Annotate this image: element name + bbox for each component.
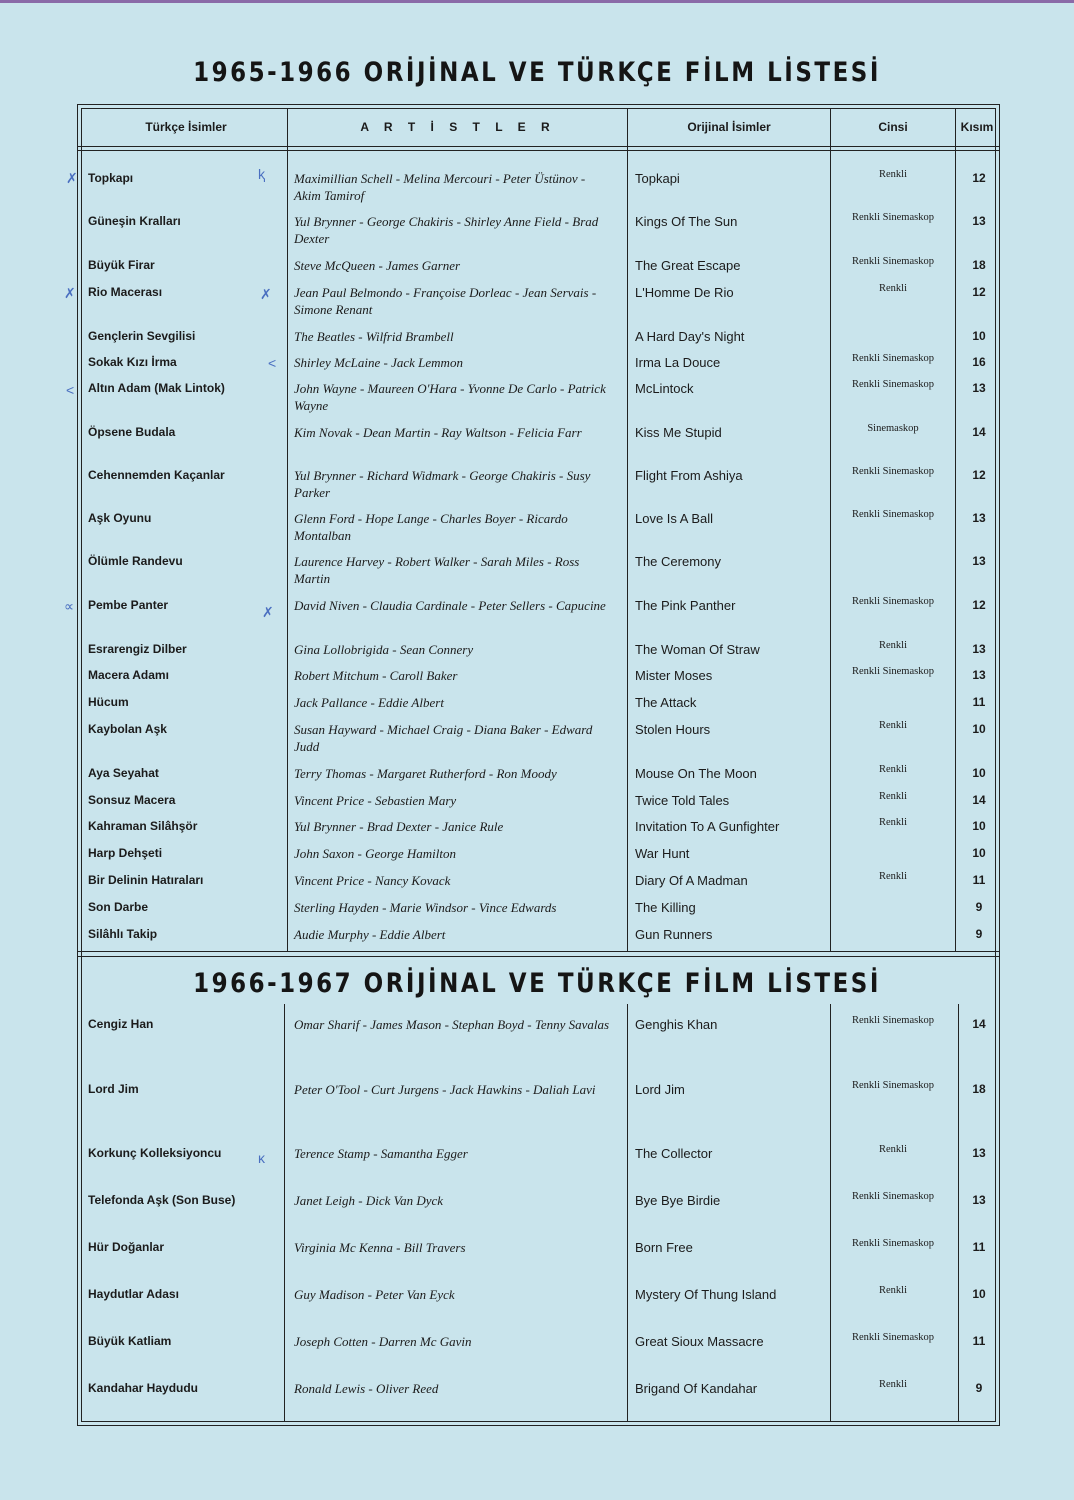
film-type: Renkli Sinemaskop — [852, 212, 934, 223]
film-type: Renkli — [879, 791, 907, 802]
handwritten-mark: ⱪ — [258, 166, 265, 182]
turkish-title: Esrarengiz Dilber — [88, 642, 187, 656]
film-type: Renkli Sinemaskop — [852, 1080, 934, 1091]
artists: Yul Brynner - Richard Widmark - George Chakiris - Susy Parker — [294, 468, 591, 500]
header-reels: Kısım — [960, 120, 994, 134]
table-row — [82, 598, 996, 638]
reel-count: 16 — [972, 355, 986, 369]
reel-count: 10 — [972, 819, 986, 833]
reel-count: 11 — [972, 695, 986, 709]
turkish-title: Sonsuz Macera — [88, 793, 176, 807]
turkish-title: Silâhlı Takip — [88, 927, 158, 941]
artists: Ronald Lewis - Oliver Reed — [294, 1381, 439, 1396]
reel-count: 12 — [972, 285, 986, 299]
table-row — [82, 1193, 996, 1233]
artists: Vincent Price - Nancy Kovack — [294, 873, 451, 888]
turkish-title: Haydutlar Adası — [88, 1287, 179, 1301]
film-type: Renkli Sinemaskop — [852, 596, 934, 607]
reel-count: 11 — [972, 1240, 986, 1254]
reel-count: 13 — [972, 668, 986, 682]
artists: Guy Madison - Peter Van Eyck — [294, 1287, 455, 1302]
reel-count: 13 — [972, 1193, 986, 1207]
table-row — [82, 171, 996, 211]
reel-count: 10 — [972, 329, 986, 343]
original-title: The Attack — [635, 695, 697, 710]
reel-count: 10 — [972, 1287, 986, 1301]
reel-count: 13 — [972, 1146, 986, 1160]
artists: Vincent Price - Sebastien Mary — [294, 793, 457, 808]
reel-count: 18 — [972, 258, 986, 272]
turkish-title: Son Darbe — [88, 900, 149, 914]
artists: Yul Brynner - Brad Dexter - Janice Rule — [294, 819, 504, 834]
original-title: The Collector — [635, 1146, 713, 1161]
film-type: Renkli — [879, 169, 907, 180]
original-title: Kiss Me Stupid — [635, 425, 722, 440]
reel-count: 14 — [972, 793, 986, 807]
reel-count: 14 — [972, 425, 986, 439]
film-type: Renkli Sinemaskop — [852, 353, 934, 364]
table-row — [82, 554, 996, 594]
original-title: Flight From Ashiya — [635, 468, 743, 483]
turkish-title: Büyük Katliam — [88, 1334, 172, 1348]
original-title: Invitation To A Gunfighter — [635, 819, 780, 834]
turkish-title: Rio Macerası — [88, 285, 163, 299]
turkish-title: Topkapı — [88, 171, 134, 185]
turkish-title: Güneşin Kralları — [88, 214, 181, 228]
film-type: Renkli — [879, 640, 907, 651]
reel-count: 9 — [975, 1381, 983, 1395]
original-title: Brigand Of Kandahar — [635, 1381, 758, 1396]
table-row — [82, 1146, 996, 1186]
original-title: L'Homme De Rio — [635, 285, 734, 300]
table-row — [82, 1287, 996, 1327]
original-title: War Hunt — [635, 846, 690, 861]
turkish-title: Öpsene Budala — [88, 425, 176, 439]
original-title: The Ceremony — [635, 554, 721, 569]
artists: Robert Mitchum - Caroll Baker — [294, 668, 458, 683]
turkish-title: Sokak Kızı İrma — [88, 355, 177, 369]
original-title: Mystery Of Thung Island — [635, 1287, 777, 1302]
table-row — [82, 511, 996, 551]
reel-count: 13 — [972, 381, 986, 395]
film-type: Renkli Sinemaskop — [852, 1015, 934, 1026]
original-title: The Great Escape — [635, 258, 741, 273]
film-type: Renkli Sinemaskop — [852, 466, 934, 477]
turkish-title: Korkunç Kolleksiyoncu — [88, 1146, 222, 1160]
original-title: Genghis Khan — [635, 1017, 718, 1032]
film-type: Renkli Sinemaskop — [852, 1191, 934, 1202]
original-title: The Pink Panther — [635, 598, 736, 613]
artists: Steve McQueen - James Garner — [294, 258, 461, 273]
film-type: Renkli — [879, 283, 907, 294]
artists: Peter O'Tool - Curt Jurgens - Jack Hawkins - Daliah Lavi — [294, 1082, 596, 1097]
artists: John Wayne - Maureen O'Hara - Yvonne De Carlo - Patrick Wayne — [294, 381, 606, 413]
handwritten-mark: ✗ — [260, 286, 272, 302]
table-row — [82, 425, 996, 465]
header-original-names: Orijinal İsimler — [687, 120, 771, 134]
film-type: Renkli Sinemaskop — [852, 509, 934, 520]
header-separator — [77, 146, 1000, 147]
header-turkish-names: Türkçe İsimler — [145, 120, 227, 134]
header-type: Cinsi — [878, 120, 908, 134]
reel-count: 13 — [972, 214, 986, 228]
artists: Glenn Ford - Hope Lange - Charles Boyer - Ricardo Montalban — [294, 511, 568, 543]
artists: The Beatles - Wilfrid Brambell — [294, 329, 454, 344]
handwritten-mark: ∝ — [64, 598, 75, 614]
original-title: Great Sioux Massacre — [635, 1334, 764, 1349]
artists: Kim Novak - Dean Martin - Ray Waltson - Felicia Farr — [294, 425, 582, 440]
turkish-title: Gençlerin Sevgilisi — [88, 329, 196, 343]
artists: Virginia Mc Kenna - Bill Travers — [294, 1240, 466, 1255]
original-title: Kings Of The Sun — [635, 214, 738, 229]
original-title: McLintock — [635, 381, 694, 396]
header-separator-double — [77, 150, 1000, 151]
reel-count: 10 — [972, 846, 986, 860]
artists: Gina Lollobrigida - Sean Connery — [294, 642, 474, 657]
turkish-title: Kandahar Haydudu — [88, 1381, 199, 1395]
table-row — [82, 1381, 996, 1421]
original-title: Love Is A Ball — [635, 511, 714, 526]
reel-count: 18 — [972, 1082, 986, 1096]
header-artists: A R T İ S T L E R — [360, 120, 556, 134]
film-type: Renkli — [879, 1379, 907, 1390]
reel-count: 13 — [972, 511, 986, 525]
handwritten-mark: < — [268, 355, 277, 371]
reel-count: 14 — [972, 1017, 986, 1031]
film-type: Renkli — [879, 764, 907, 775]
film-type: Renkli — [879, 871, 907, 882]
film-type: Renkli — [879, 1144, 907, 1155]
reel-count: 13 — [972, 642, 986, 656]
artists: David Niven - Claudia Cardinale - Peter Sellers - Capucine — [294, 598, 606, 613]
artists: John Saxon - George Hamilton — [294, 846, 456, 861]
artists: Laurence Harvey - Robert Walker - Sarah Miles - Ross Martin — [294, 554, 580, 586]
handwritten-mark: ✗ — [66, 170, 78, 186]
original-title: A Hard Day's Night — [635, 329, 745, 344]
artists: Maximillian Schell - Melina Mercouri - Peter Üstünov - Akim Tamirof — [294, 171, 586, 203]
turkish-title: Telefonda Aşk (Son Buse) — [88, 1193, 236, 1207]
reel-count: 11 — [972, 873, 986, 887]
turkish-title: Harp Dehşeti — [88, 846, 163, 860]
original-title: Born Free — [635, 1240, 693, 1255]
artists: Jack Pallance - Eddie Albert — [294, 695, 444, 710]
original-title: Irma La Douce — [635, 355, 721, 370]
reel-count: 12 — [972, 598, 986, 612]
reel-count: 10 — [972, 766, 986, 780]
list-title-1966-1967: 1966-1967 ORİJİNAL VE TÜRKÇE FİLM LİSTESİ — [193, 969, 881, 999]
artists: Omar Sharif - James Mason - Stephan Boyd - Tenny Savalas — [294, 1017, 610, 1032]
turkish-title: Cengiz Han — [88, 1017, 154, 1031]
table-row — [82, 1082, 996, 1122]
film-type: Renkli Sinemaskop — [852, 1238, 934, 1249]
table-row — [82, 1240, 996, 1280]
table-row — [82, 381, 996, 421]
turkish-title: Kahraman Silâhşör — [88, 819, 198, 833]
artists: Susan Hayward - Michael Craig - Diana Baker - Edward Judd — [294, 722, 593, 754]
reel-count: 10 — [972, 722, 986, 736]
list-title-1965-1966: 1965-1966 ORİJİNAL VE TÜRKÇE FİLM LİSTESİ — [193, 58, 881, 88]
table-row — [82, 927, 996, 967]
table-row — [82, 214, 996, 254]
reel-count: 12 — [972, 171, 986, 185]
handwritten-mark: κ — [258, 1150, 265, 1166]
turkish-title: Macera Adamı — [88, 668, 169, 682]
turkish-title: Lord Jim — [88, 1082, 139, 1096]
handwritten-mark: < — [66, 382, 75, 398]
handwritten-mark: ✗ — [262, 604, 274, 620]
reel-count: 12 — [972, 468, 986, 482]
turkish-title: Büyük Firar — [88, 258, 155, 272]
artists: Janet Leigh - Dick Van Dyck — [294, 1193, 444, 1208]
film-type: Renkli Sinemaskop — [852, 379, 934, 390]
film-type: Renkli — [879, 817, 907, 828]
original-title: Topkapi — [635, 171, 680, 186]
reel-count: 13 — [972, 554, 986, 568]
original-title: The Woman Of Straw — [635, 642, 760, 657]
artists: Terence Stamp - Samantha Egger — [294, 1146, 468, 1161]
turkish-title: Kaybolan Aşk — [88, 722, 167, 736]
artists: Jean Paul Belmondo - Françoise Dorleac - Jean Servais - Simone Renant — [294, 285, 597, 317]
film-type: Renkli Sinemaskop — [852, 1332, 934, 1343]
original-title: Mouse On The Moon — [635, 766, 757, 781]
original-title: Bye Bye Birdie — [635, 1193, 721, 1208]
original-title: Stolen Hours — [635, 722, 711, 737]
reel-count: 11 — [972, 1334, 986, 1348]
artists: Joseph Cotten - Darren Mc Gavin — [294, 1334, 472, 1349]
table-row — [82, 285, 996, 325]
original-title: The Killing — [635, 900, 696, 915]
reel-count: 9 — [975, 900, 983, 914]
original-title: Gun Runners — [635, 927, 713, 942]
film-type: Renkli Sinemaskop — [852, 256, 934, 267]
film-type: Sinemaskop — [867, 423, 919, 434]
reel-count: 9 — [975, 927, 983, 941]
turkish-title: Aya Seyahat — [88, 766, 159, 780]
film-type: Renkli — [879, 720, 907, 731]
turkish-title: Bir Delinin Hatıraları — [88, 873, 204, 887]
table-row — [82, 1334, 996, 1374]
film-type: Renkli — [879, 1285, 907, 1296]
handwritten-mark: ✗ — [64, 285, 76, 301]
artists: Sterling Hayden - Marie Windsor - Vince Edwards — [294, 900, 557, 915]
turkish-title: Hür Doğanlar — [88, 1240, 165, 1254]
artists: Shirley McLaine - Jack Lemmon — [294, 355, 463, 370]
turkish-title: Altın Adam (Mak Lintok) — [88, 381, 225, 395]
original-title: Twice Told Tales — [635, 793, 730, 808]
turkish-title: Pembe Panter — [88, 598, 169, 612]
original-title: Diary Of A Madman — [635, 873, 748, 888]
film-type: Renkli Sinemaskop — [852, 666, 934, 677]
turkish-title: Hücum — [88, 695, 129, 709]
table-row — [82, 1017, 996, 1057]
original-title: Lord Jim — [635, 1082, 685, 1097]
artists: Terry Thomas - Margaret Rutherford - Ron Moody — [294, 766, 557, 781]
artists: Yul Brynner - George Chakiris - Shirley Anne Field - Brad Dexter — [294, 214, 599, 246]
artists: Audie Murphy - Eddie Albert — [294, 927, 446, 942]
table-row — [82, 722, 996, 762]
turkish-title: Aşk Oyunu — [88, 511, 152, 525]
table-row — [82, 468, 996, 508]
turkish-title: Ölümle Randevu — [88, 554, 183, 568]
turkish-title: Cehennemden Kaçanlar — [88, 468, 225, 482]
original-title: Mister Moses — [635, 668, 713, 683]
